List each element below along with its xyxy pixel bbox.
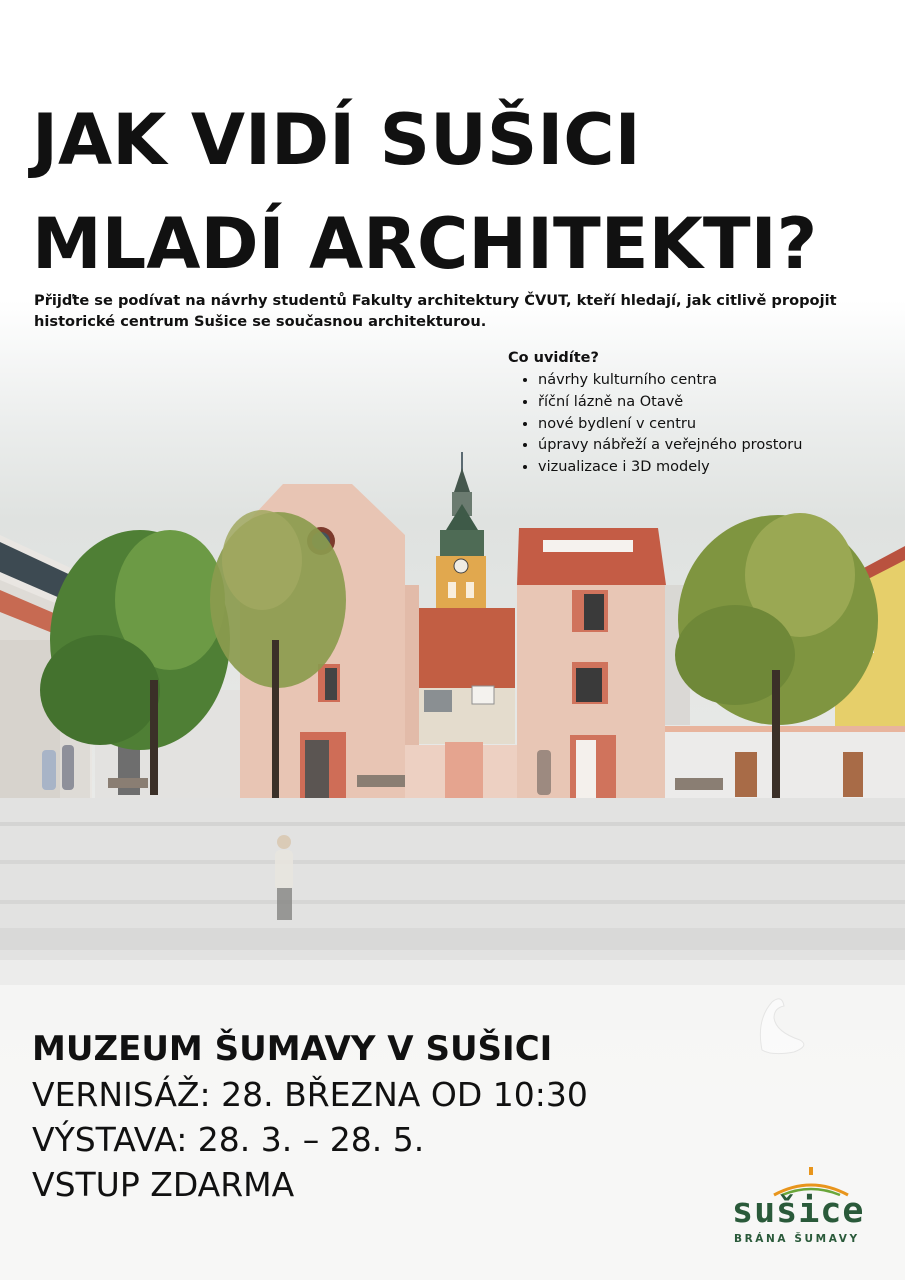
list-item: • říční lázně na Otavě: [538, 392, 868, 414]
exhibition-dates: VÝSTAVA: 28. 3. – 28. 5.: [32, 1120, 425, 1159]
logo-wordmark: sušice: [732, 1191, 865, 1231]
title-line-1: JAK VIDÍ SUŠICI: [32, 99, 641, 181]
list-item: • vizualizace i 3D modely: [538, 457, 868, 479]
title-line-2: MLADÍ ARCHITEKTI?: [32, 203, 818, 285]
church-tower: [436, 452, 486, 608]
what-you-see-section: [508, 348, 868, 479]
list-item: • návrhy kulturního centra: [538, 370, 868, 392]
what-you-see-heading: Co uvidíte?: [508, 350, 599, 366]
susice-logo: [728, 1165, 868, 1255]
list-item: • nové bydlení v centru: [538, 414, 868, 436]
entry-info: VSTUP ZDARMA: [32, 1165, 295, 1204]
middle-house: [418, 608, 515, 744]
what-you-see-list: [508, 370, 868, 479]
person-center: [537, 750, 551, 795]
intro-text: Přijďte se podívat na návrhy studentů Fakulty architektury ČVUT, kteří hledají, jak citlivě propojit historické centrum Sušice se současnou architekturou.: [34, 292, 837, 330]
poster-title: [32, 88, 817, 296]
venue: MUZEUM ŠUMAVY V SUŠICI: [32, 1029, 553, 1069]
logo-tagline: BRÁNA ŠUMAVY: [734, 1233, 860, 1245]
event-info: [32, 1026, 732, 1207]
list-item: • úpravy nábřeží a veřejného prostoru: [538, 435, 868, 457]
opening-date: VERNISÁŽ: 28. BŘEZNA OD 10:30: [32, 1075, 588, 1114]
